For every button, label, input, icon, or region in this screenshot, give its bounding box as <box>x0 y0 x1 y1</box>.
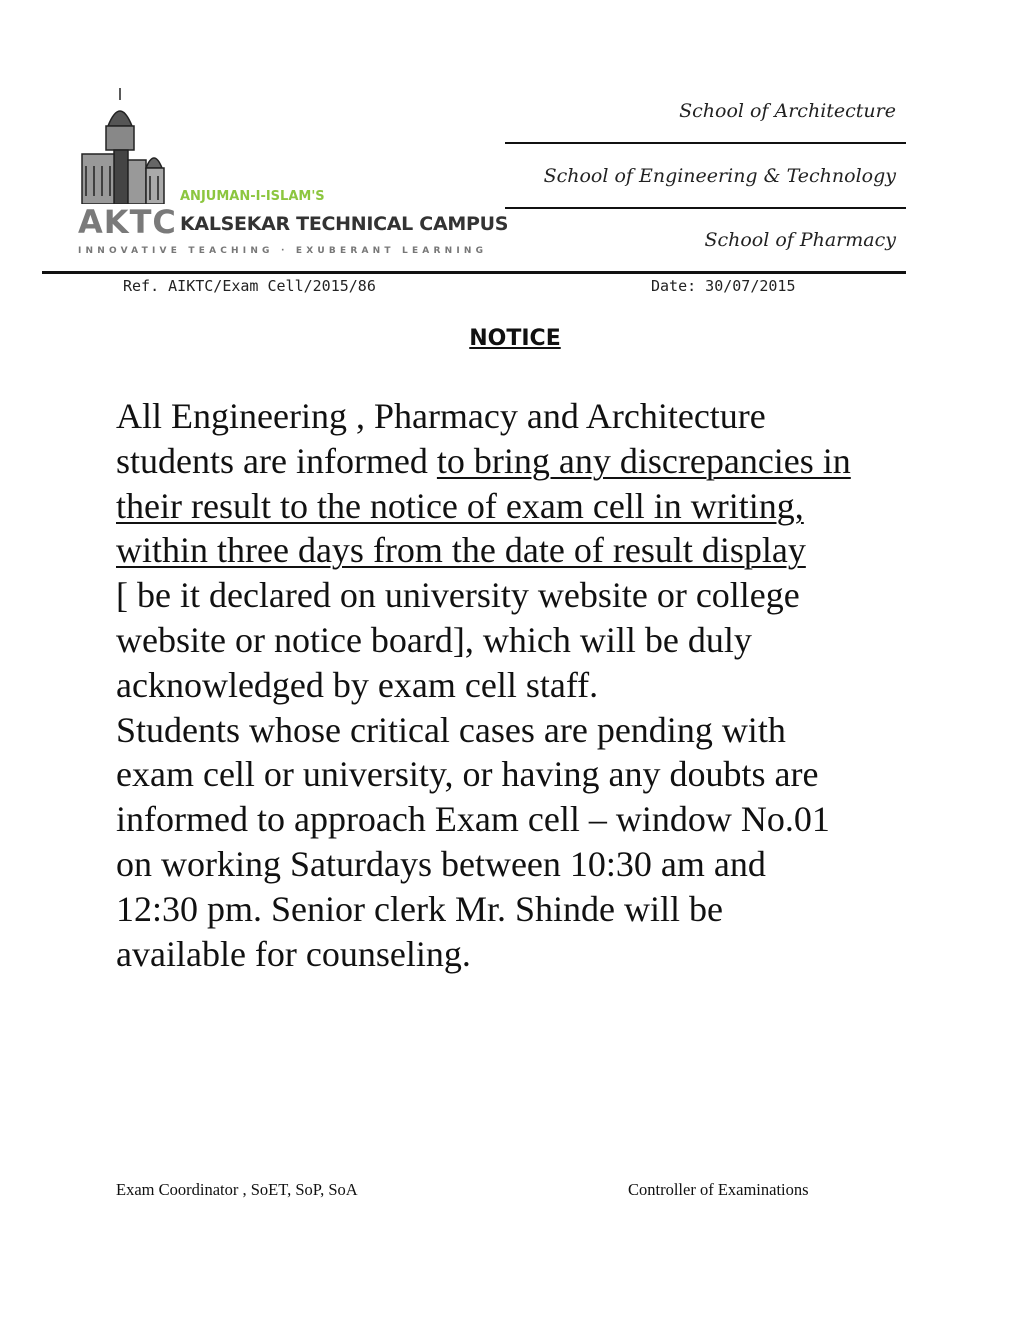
text-segment: 12:30 pm. Senior clerk Mr. Shinde will be <box>116 888 723 929</box>
logo-name: KALSEKAR TECHNICAL CAMPUS <box>180 213 509 235</box>
body-line <box>116 752 851 797</box>
logo-tagline: INNOVATIVE TEACHING · EXUBERANT LEARNING <box>78 246 488 256</box>
text-segment: students are informed <box>116 440 437 481</box>
text-segment: Students whose critical cases are pending with <box>116 709 786 750</box>
logo-acronym: AKTC <box>78 203 177 241</box>
text-segment: exam cell or university, or having any doubts are <box>116 754 819 795</box>
divider <box>505 207 906 209</box>
text-segment: [ be it declared on university website or college <box>116 575 800 616</box>
signature-right: Controller of Examinations <box>628 1180 809 1199</box>
underlined-text: to bring any discrepancies in <box>436 440 851 481</box>
text-segment: available for counseling. <box>116 933 471 974</box>
body-line <box>116 887 851 932</box>
text-segment: on working Saturdays between 10:30 am and <box>116 843 766 884</box>
underlined-text: within three days from the date of result display <box>116 530 806 571</box>
body-line <box>116 439 851 484</box>
text-segment: All Engineering , Pharmacy and Architecture <box>116 396 766 436</box>
text-segment: acknowledged by exam cell staff. <box>116 664 599 705</box>
signature-left: Exam Coordinator , SoET, SoP, SoA <box>116 1180 358 1199</box>
notice-body <box>116 394 851 976</box>
school-engineering: School of Engineering & Technology <box>543 165 896 187</box>
underlined-text: their result to the notice of exam cell in writing, <box>116 485 804 526</box>
body-line <box>116 484 851 529</box>
body-line <box>116 708 851 753</box>
body-line <box>116 797 851 842</box>
body-line <box>116 573 851 618</box>
building-logo-image <box>78 86 170 204</box>
body-line <box>116 528 851 573</box>
text-segment: informed to approach Exam cell – window No.01 <box>116 799 830 840</box>
reference-number: Ref. AIKTC/Exam Cell/2015/86 <box>123 277 376 295</box>
text-segment: website or notice board], which will be duly <box>116 619 752 660</box>
body-line <box>116 618 851 663</box>
logo-prefix: ANJUMAN-I-ISLAM'S <box>180 189 325 204</box>
school-pharmacy: School of Pharmacy <box>704 229 896 251</box>
page-title: NOTICE <box>469 326 561 351</box>
notice-date: Date: 30/07/2015 <box>651 277 796 295</box>
body-line <box>116 932 851 977</box>
body-line <box>116 394 851 439</box>
body-line <box>116 842 851 887</box>
school-architecture: School of Architecture <box>679 100 896 122</box>
body-line <box>116 663 851 708</box>
header-rule <box>42 271 906 274</box>
divider <box>505 142 906 144</box>
